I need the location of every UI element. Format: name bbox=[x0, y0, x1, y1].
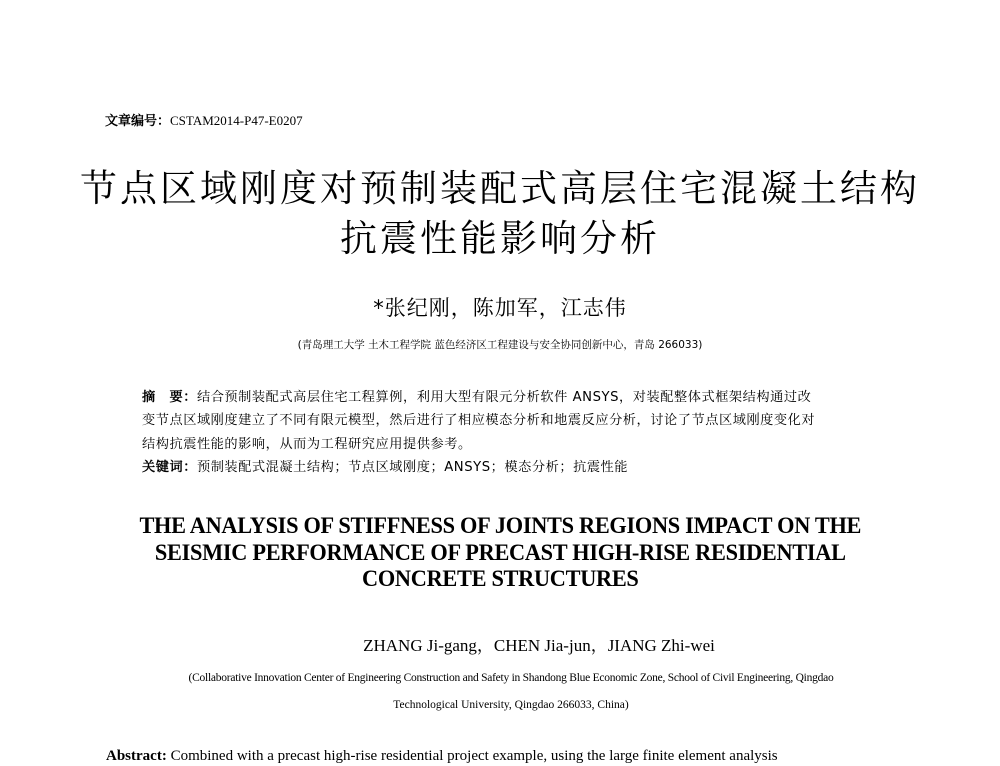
chinese-keywords bbox=[142, 456, 887, 479]
chinese-keywords-text: 预制装配式混凝土结构；节点区域刚度；ANSYS；模态分析；抗震性能 bbox=[196, 459, 629, 475]
english-affiliation-line-2: Technological University, Qingdao 266033, China) bbox=[393, 699, 629, 711]
english-title bbox=[15, 513, 985, 593]
chinese-title-line-2: 抗震性能影响分析 bbox=[340, 217, 660, 260]
chinese-abstract bbox=[142, 386, 887, 479]
chinese-abstract-line-3: 结构抗震性能的影响，从而为工程研究应用提供参考。 bbox=[142, 436, 472, 452]
chinese-abstract-label: 摘 要： bbox=[142, 390, 197, 405]
chinese-keywords-label: 关键词： bbox=[142, 459, 197, 475]
article-id-label: 文章编号： bbox=[105, 114, 171, 129]
english-abstract-text: Combined with a precast high-rise residential project example, using the large finite element analysis bbox=[166, 748, 778, 764]
english-abstract bbox=[106, 746, 778, 766]
chinese-abstract-line-2: 变节点区域刚度建立了不同有限元模型，然后进行了相应模态分析和地震反应分析，讨论了节点区域刚度变化对 bbox=[142, 413, 816, 429]
chinese-abstract-text-1: 结合预制装配式高层住宅工程算例，利用大型有限元分析软件 ANSYS，对装配整体式框架结构通过改 bbox=[196, 390, 812, 405]
english-abstract-label: Abstract: bbox=[106, 748, 167, 764]
chinese-title-line-1: 节点区域刚度对预制装配式高层住宅混凝土结构 bbox=[80, 167, 920, 210]
english-authors: ZHANG Ji-gang，CHEN Jia-jun，JIANG Zhi-wei bbox=[363, 636, 715, 655]
chinese-authors: *张纪刚，陈加军，江志伟 bbox=[373, 296, 627, 320]
chinese-affiliation: (青岛理工大学 土木工程学院 蓝色经济区工程建设与安全协同创新中心，青岛 266033) bbox=[297, 339, 703, 351]
english-title-line-2: SEISMIC PERFORMANCE OF PRECAST HIGH-RISE RESIDENTIAL bbox=[154, 539, 846, 565]
article-id bbox=[105, 112, 303, 131]
chinese-abstract-line-1 bbox=[142, 386, 887, 409]
article-id-value: CSTAM2014-P47-E0207 bbox=[170, 113, 303, 128]
english-title-line-1: THE ANALYSIS OF STIFFNESS OF JOINTS REGIONS IMPACT ON THE bbox=[139, 513, 862, 538]
english-title-line-3: CONCRETE STRUCTURES bbox=[362, 566, 639, 591]
english-affiliation-line-1: (Collaborative Innovation Center of Engineering Construction and Safety in Shandong Blue Economic Zone, School of Civil Engineering, Qingdao bbox=[188, 672, 834, 684]
